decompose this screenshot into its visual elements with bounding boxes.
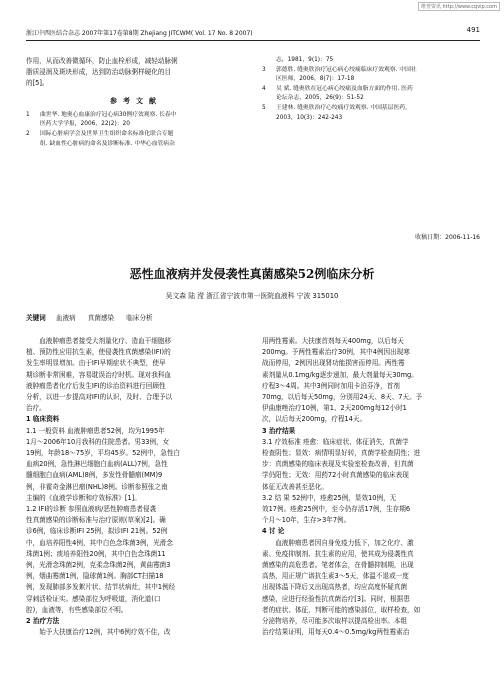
text-line: 1月～2006年10月我科的住院患者。男33例，女 bbox=[26, 437, 170, 446]
reference-entry: 组. 缺血性心脏病的命名及诊断标准. 中华心血管病杂 bbox=[40, 140, 175, 147]
received-date: 收稿日期：2006-11-16 bbox=[415, 234, 480, 241]
text-line: 学仍阳性；无效：用药72小时真菌感染的临床表现 bbox=[262, 471, 409, 480]
text-line: 例，光滑念珠菌2例，克柔念珠菌2例，黄曲霉菌3 bbox=[26, 561, 171, 570]
text-line: 菌感染的高危患者。笔者体会，在骨髓抑制期，出现 bbox=[262, 561, 414, 570]
text-line: 髓细胞白血病(AML)8例，多发性骨髓瘤(MM)9 bbox=[26, 471, 163, 480]
text-line: 例，发现肺部多发絮片状、结节状病灶，其中1例经 bbox=[26, 583, 176, 592]
text-line: 出现体温下降后又出现高热者，均应高度怀疑真菌 bbox=[262, 583, 408, 592]
text-line: 1.2 IFI的诊断 参照血液病/恶性肿瘤患者侵袭 bbox=[26, 505, 157, 514]
page-number: 491 bbox=[466, 26, 480, 34]
text-line: 次，以后每天200mg，疗程14天。 bbox=[262, 415, 367, 424]
text-line: 植、预防性应用抗生素，使侵袭性真菌感染(IFI)的 bbox=[26, 348, 171, 357]
text-line: 疗程3～4周。其中3例同时加用卡泊芬净，首剂 bbox=[262, 381, 400, 390]
text-line: 战而停用，2例因出现肾功能损害而停用。两性霉 bbox=[262, 359, 405, 368]
reference-entry: 1 曲世华. 地奥心血康治疗冠心病30例疗效观察. 长春中 bbox=[26, 111, 246, 121]
text-line: 伊曲康唑治疗10例，第1、2天200mg每12小时1 bbox=[262, 404, 407, 413]
text-line: 血液肿瘤患者因自身免疫力低下，加之化疗、激 bbox=[275, 538, 414, 547]
text-line: 3.2 结 果 52例中，痊愈25例，显效10例，无 bbox=[262, 493, 397, 502]
reference-number: 4 bbox=[262, 85, 266, 92]
keywords-label: 关键词 bbox=[26, 314, 46, 322]
reference-entry: 论坛杂志，2005，26(9)：51-52 bbox=[276, 95, 364, 102]
body-left-column bbox=[26, 336, 248, 638]
text-line: 1.1 一般资料 血液肿瘤患者52例，均为1995年 bbox=[26, 426, 165, 435]
text-line: 始予大扶康治疗12例，其中6例疗效不佳，改 bbox=[39, 628, 171, 637]
body-right-column bbox=[262, 336, 484, 638]
keyword: 真菌感染 bbox=[87, 314, 115, 322]
text-line: 素、免疫抑制剂、抗生素的应用，使其成为侵袭性真 bbox=[262, 549, 414, 558]
text-line: 穿刺活检证实。感染部位为呼吸道，消化道(口 bbox=[26, 594, 161, 603]
reference-number: 2 bbox=[26, 131, 30, 137]
text-line: 性真菌感染的诊断标准与治疗原则(草案)[2]。确 bbox=[26, 516, 166, 525]
keywords-line bbox=[26, 312, 153, 322]
references-heading: 参考文献 bbox=[110, 96, 162, 105]
text-line: 血液肿瘤患者接受大剂量化疗、造血干细胞移 bbox=[39, 337, 172, 345]
text-line: 主编的《血液学诊断和疗效标准》[1]。 bbox=[26, 493, 141, 502]
section-heading: 3 治疗结果 bbox=[262, 426, 296, 435]
keyword: 血液病 bbox=[55, 314, 76, 322]
reference-number: 5 bbox=[262, 104, 266, 111]
top-right-column bbox=[262, 56, 482, 123]
text-line: 用两性霉素。大扶康首剂每天400mg，以后每天 bbox=[262, 337, 404, 345]
reference-entry: 志，1981，9(1)：75 bbox=[276, 57, 334, 63]
text-line: 腔)，血液等，有些感染部位不明。 bbox=[26, 605, 128, 614]
text-line: 诊6例，临床诊断IFI 25例，拟诊IFI 21例。52例 bbox=[26, 527, 168, 536]
text-line: 检查阴性；显效：病情明显好转，真菌学检查阴性；进 bbox=[262, 449, 421, 458]
section-heading: 4 讨 论 bbox=[262, 527, 285, 536]
text-line: 70mg，以后每天50mg，分别用24天、8天、7天。予 bbox=[262, 393, 423, 402]
text-line: 作用，从而改善微循环，防止血栓形成，减轻动脉粥 bbox=[26, 57, 178, 65]
text-line: 素剂量从0.1mg/kg逐步递加，最大剂量每天30mg。 bbox=[262, 370, 418, 379]
text-line: 体征无改善甚至恶化。 bbox=[262, 482, 328, 491]
page-header bbox=[26, 24, 480, 41]
text-line: 珠菌1例；痰培养阳性20例，其中白色念珠菌11 bbox=[26, 549, 166, 558]
text-line: 例，烟曲霉菌1例，隐球菌1例。胸部CT扫描18 bbox=[26, 572, 164, 581]
text-line: 期诊断非常困难，容易耽误治疗时机。现对我科血 bbox=[26, 370, 172, 379]
article-authors: 吴文森 陆 滢 浙江省宁波市第一医院血液科 宁波 315010 bbox=[165, 292, 339, 300]
reference-number: 1 bbox=[26, 111, 30, 118]
text-line: 效17例。痊愈25例中，至今仍存活17例，生存期6 bbox=[262, 505, 411, 514]
text-line: 200mg。予两性霉素治疗30例，其中4例因出现寒 bbox=[262, 348, 410, 357]
text-line: 3.1 疗效标准 痊愈：临床症状、体征消失，真菌学 bbox=[262, 437, 409, 446]
reference-entry: 2003，10(3)：242-243 bbox=[276, 114, 343, 121]
text-line: 者的症状、体征，判断可能的感染部位，取样检查，如 bbox=[262, 605, 421, 614]
reference-entry: 4 吴 斌. 缝奥欣在冠心病心绞痛及血脂方面的作用. 医药 bbox=[262, 85, 482, 95]
reference-number: 3 bbox=[262, 66, 266, 73]
text-line: 分析，以进一步提高对IFI的认识，及时、合理予以 bbox=[26, 393, 173, 402]
text-line: 例，非霍奇金淋巴瘤(NHL)8例。诊断参照张之南 bbox=[26, 482, 168, 491]
text-line: 脂质浸润及斑块形成，达到防治动脉粥样硬化的目 bbox=[26, 68, 172, 77]
top-left-column bbox=[26, 56, 246, 149]
journal-name: 浙江中西医结合杂志 2007年第17卷第8期 Zhejiang JITCWM( Vol. 17 No. 8 2007) bbox=[26, 30, 253, 37]
text-line: 的[5]。 bbox=[26, 79, 49, 88]
text-line: 中，血培养阳性4例，其中白色念珠菌3例，光滑念 bbox=[26, 538, 173, 547]
text-line: 19例，年龄18～75岁，平均45岁。52例中，急性白 bbox=[26, 449, 181, 458]
reference-entry: 区医师，2006，8(7)：17-18 bbox=[276, 76, 355, 83]
text-line: 治疗。 bbox=[26, 404, 46, 413]
text-line: 分泌物培养，尽可能多次取样以提高检出率。本组 bbox=[262, 617, 408, 626]
reference-entry: 2 国际心脏病学会及世界卫生组织命名标准化联合专题 bbox=[26, 130, 246, 140]
text-line: 感染，应进行经验性抗真菌治疗[3]。同时，根据患 bbox=[262, 594, 410, 603]
text-line: 液肿瘤患者化疗后发生IFI的诊治资料进行回顾性 bbox=[26, 381, 166, 390]
text-line: 发生率明显增加。由于IFI早期症状不典型，使早 bbox=[26, 359, 166, 368]
watermark-stamp: 维普资讯 http://www.cqvip.com bbox=[418, 2, 500, 11]
section-heading: 1 临床资料 bbox=[26, 415, 60, 424]
text-line: 血病20例，急性淋巴细胞白血病(ALL)7例，急性 bbox=[26, 460, 168, 469]
reference-entry: 3 郭德胜. 缝奥欣治疗冠心病心绞痛临床疗效观察. 中国社 bbox=[262, 66, 482, 76]
text-line: 治疗结果证明，用每天0.4～0.5mg/kg两性霉素治 bbox=[262, 628, 410, 637]
section-heading: 2 治疗方法 bbox=[26, 617, 60, 626]
text-line: 个月～10年，生存>3年7例。 bbox=[262, 516, 351, 525]
reference-entry: 医药大学学报，2006，22(2)：20 bbox=[40, 121, 130, 128]
keyword: 临床分析 bbox=[126, 314, 153, 322]
reference-entry: 5 王建林. 缝奥欣治疗心绞痛疗效观察. 中国基层医药， bbox=[262, 104, 482, 114]
article-title: 恶性血液病并发侵袭性真菌感染52例临床分析 bbox=[129, 267, 375, 281]
text-line: 高热，用正规广谱抗生素3～5天，体温不退或一度 bbox=[262, 572, 409, 581]
text-line: 步：真菌感染的临床表现及实验室检查改善，但真菌 bbox=[262, 460, 414, 469]
